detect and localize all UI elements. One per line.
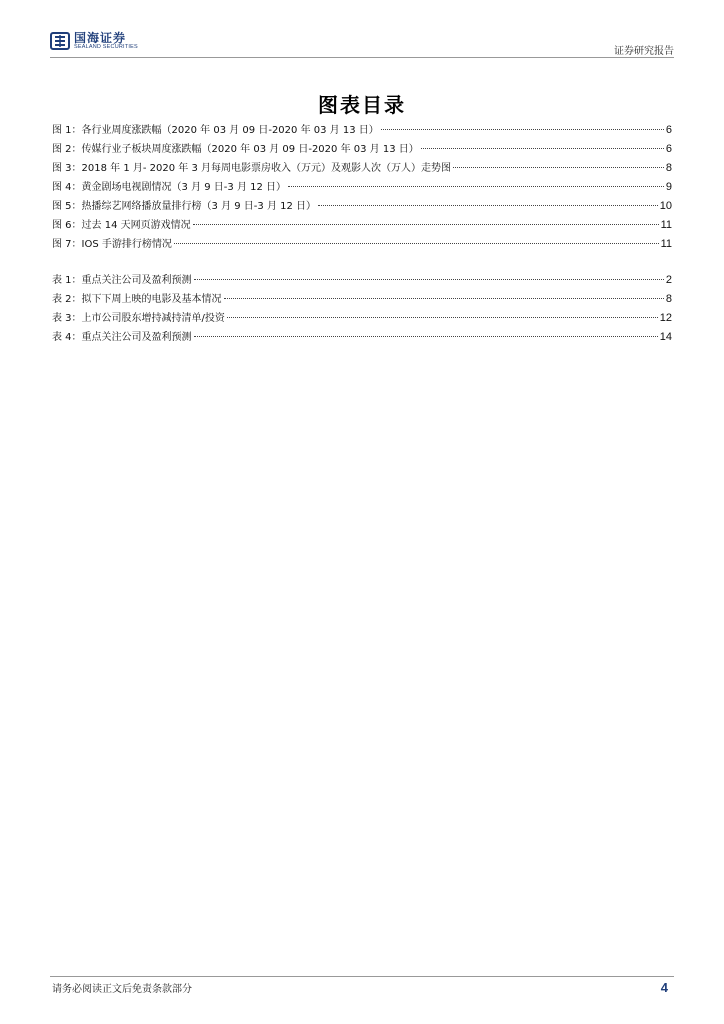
logo-chinese-name: 国海证券 [74,31,127,45]
toc-entry-figure-7[interactable] [52,235,672,254]
disclaimer-note: 请务必阅读正文后免责条款部分 [52,984,192,995]
footer-divider [50,976,674,977]
leader-dots [194,336,658,337]
toc-entry-label: 图 1：各行业周度涨跌幅（2020 年 03 月 09 日-2020 年 03 月 13 日） [52,125,379,136]
logo-english-name: SEALAND SECURITIES [74,44,138,50]
toc-entry-label: 表 2：拟下下周上映的电影及基本情况 [52,294,222,305]
toc-entry-table-3[interactable] [52,309,672,328]
toc-entry-label: 表 4：重点关注公司及盈利预测 [52,332,192,343]
toc-entry-label: 表 3：上市公司股东增持减持清单/投资 [52,313,225,324]
toc-entry-page: 12 [659,312,672,324]
page-header [50,28,674,58]
sealand-logo-icon [50,32,70,50]
toc-entry-label: 图 3：2018 年 1 月- 2020 年 3 月每周电影票房收入（万元）及观影人次（万人）走势图 [52,163,452,174]
page-number: 4 [660,980,668,995]
toc-entry-figure-3[interactable] [52,159,672,178]
toc-entry-page: 8 [665,293,672,305]
toc-entry-page: 6 [665,124,672,136]
report-type-label: 证券研究报告 [614,46,674,57]
toc-entry-label: 图 4：黄金剧场电视剧情况（3 月 9 日-3 月 12 日） [52,182,287,193]
toc-entry-page: 2 [665,274,672,286]
toc-entry-table-2[interactable] [52,290,672,309]
page-title: 图表目录 [318,93,406,117]
header-divider [50,57,674,58]
toc-entry-page: 11 [660,219,672,231]
toc-entry-page: 14 [659,331,672,343]
leader-dots [194,279,664,280]
toc-entry-page: 6 [665,143,672,155]
leader-dots [227,317,658,318]
leader-dots [193,224,659,225]
toc-entry-label: 图 5：热播综艺网络播放量排行榜（3 月 9 日-3 月 12 日） [52,201,317,212]
leader-dots [224,298,664,299]
toc-entry-label: 图 7：IOS 手游排行榜情况 [52,239,172,250]
toc-entry-page: 11 [660,238,672,250]
toc-entry-figure-1[interactable] [52,121,672,140]
toc-entry-page: 8 [665,162,672,174]
toc-entry-figure-4[interactable] [52,178,672,197]
toc-entry-figure-5[interactable] [52,197,672,216]
toc-entry-table-1[interactable] [52,271,672,290]
toc-entry-table-4[interactable] [52,328,672,347]
toc-entry-label: 图 2：传媒行业子板块周度涨跌幅（2020 年 03 月 09 日-2020 年 03 月 13 日） [52,144,419,155]
leader-dots [421,148,664,149]
toc-entry-figure-2[interactable] [52,140,672,159]
leader-dots [288,186,664,187]
toc-entry-figure-6[interactable] [52,216,672,235]
company-logo [50,32,138,51]
leader-dots [453,167,664,168]
toc-entry-page: 9 [665,181,672,193]
leader-dots [318,205,658,206]
leader-dots [381,129,664,130]
toc-entry-page: 10 [659,200,672,212]
toc-entry-label: 表 1：重点关注公司及盈利预测 [52,275,192,286]
toc-entry-label: 图 6：过去 14 天网页游戏情况 [52,220,191,231]
leader-dots [174,243,659,244]
